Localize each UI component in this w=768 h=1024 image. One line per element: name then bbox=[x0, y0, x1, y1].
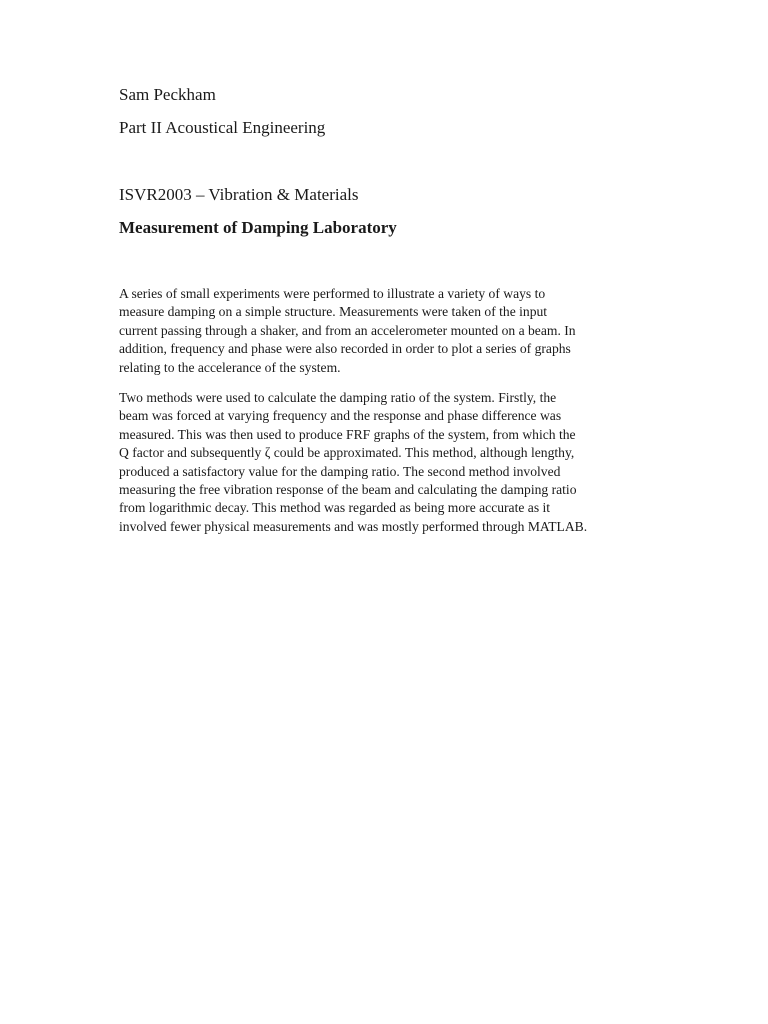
paragraph-line: involved fewer physical measurements and was mostly performed through MATLAB. bbox=[119, 518, 588, 534]
author-name: Sam Peckham bbox=[119, 85, 216, 104]
paragraph-line: current passing through a shaker, and from an accelerometer mounted on a beam. In bbox=[119, 322, 576, 338]
paragraph-line: measured. This was then used to produce FRF graphs of the system, from which the bbox=[119, 426, 576, 442]
paragraph-line: measuring the free vibration response of the beam and calculating the damping ratio bbox=[119, 482, 577, 498]
paragraph-line: beam was forced at varying frequency and the response and phase difference was bbox=[119, 408, 562, 424]
paragraph-line: Q factor and subsequently ζ could be approximated. This method, although lengthy, bbox=[119, 445, 575, 461]
paragraph-line: A series of small experiments were performed to illustrate a variety of ways to bbox=[119, 286, 546, 301]
paragraph-line: addition, frequency and phase were also recorded in order to plot a series of graphs bbox=[119, 341, 571, 357]
paragraph-line: from logarithmic decay. This method was regarded as being more accurate as it bbox=[119, 500, 551, 516]
paragraph-line: produced a satisfactory value for the damping ratio. The second method involved bbox=[119, 463, 561, 479]
paragraph-line: relating to the accelerance of the system. bbox=[119, 359, 341, 375]
document-title: Measurement of Damping Laboratory bbox=[119, 218, 397, 237]
abstract-paragraph-2 bbox=[119, 389, 587, 536]
abstract-paragraph-1 bbox=[119, 285, 576, 377]
paragraph-line: Two methods were used to calculate the damping ratio of the system. Firstly, the bbox=[119, 390, 557, 405]
course-name: Part II Acoustical Engineering bbox=[119, 118, 326, 137]
module-title: ISVR2003 – Vibration & Materials bbox=[119, 185, 359, 204]
paragraph-line: measure damping on a simple structure. Measurements were taken of the input bbox=[119, 304, 548, 320]
